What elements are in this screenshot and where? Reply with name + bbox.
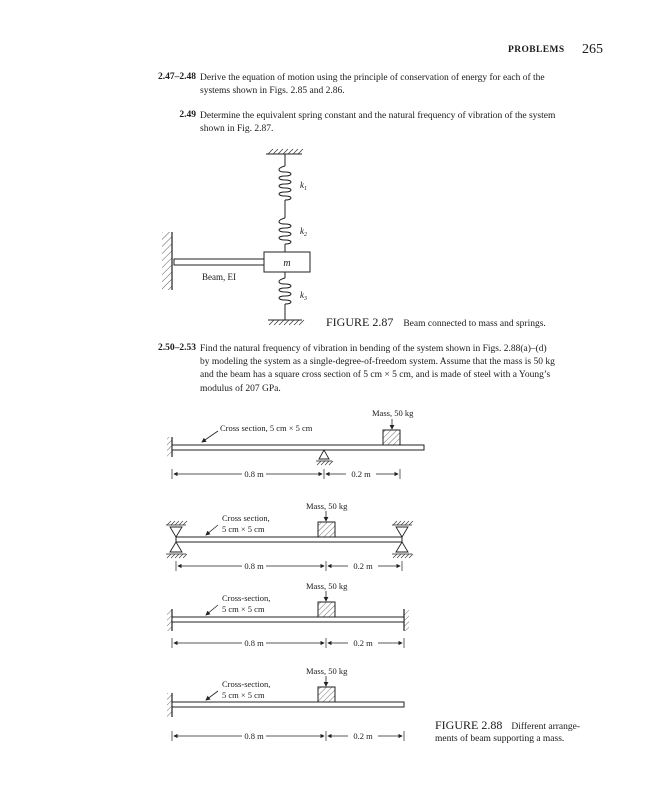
problem-line: Determine the equivalent spring constant and the natural frequency of vibration of the system — [200, 111, 556, 121]
label-k3: $k_3$ — [300, 290, 307, 302]
dim-0-2: 0.2 m — [353, 638, 373, 648]
beam — [172, 617, 404, 622]
mass-block — [318, 687, 335, 702]
beam — [172, 445, 424, 450]
mass-label: Mass, 50 kg — [306, 581, 348, 591]
spring-k3 — [279, 272, 291, 320]
problem-line: and the beam has a square cross section of 5 cm × 5 cm, and is made of steel with a Young’s — [200, 370, 551, 381]
figure-2-88a — [167, 408, 424, 479]
figure-2-87 — [140, 148, 350, 328]
problem-text — [200, 72, 620, 98]
cross-section-label: Cross section, 5 cm × 5 cm — [222, 513, 270, 534]
mass-label: Mass, 50 kg — [372, 408, 414, 418]
spring-k2 — [279, 210, 291, 252]
figure-caption-line: ments of beam supporting a mass. — [435, 734, 565, 744]
figure-2-87-caption — [326, 313, 546, 331]
figure-2-88-caption — [435, 716, 625, 744]
figure-2-88c — [167, 581, 409, 648]
figure-title: FIGURE 2.88 — [435, 718, 503, 732]
figure-caption-line: Different arrange- — [511, 722, 581, 732]
dim-0-2: 0.2 m — [353, 561, 373, 571]
problem-line: systems shown in Figs. 2.85 and 2.86. — [200, 86, 345, 97]
problem-text — [200, 343, 620, 396]
problem-number: 2.50–2.53 — [158, 343, 196, 353]
figure-caption: Beam connected to mass and springs. — [403, 319, 546, 329]
label-beam: Beam, EI — [202, 272, 236, 282]
dim-0-8: 0.8 m — [244, 469, 264, 479]
dim-0-8: 0.8 m — [244, 638, 264, 648]
mass-label: m — [283, 258, 291, 269]
problem-text — [200, 110, 620, 136]
bottom-ground — [268, 320, 304, 325]
figure-2-88d — [167, 666, 404, 741]
figure-2-88b — [166, 501, 413, 571]
cross-section-label: Cross-section, 5 cm × 5 cm — [222, 679, 271, 700]
page-number: 265 — [582, 42, 603, 57]
mass-label: Mass, 50 kg — [306, 666, 348, 676]
pin-support — [319, 450, 329, 459]
figure-2-88 — [150, 405, 440, 750]
mass-block — [318, 602, 335, 617]
problem-line: by modeling the system as a single-degree-of-freedom system. Assume that the mass is 50 kg — [200, 357, 555, 368]
mass-label: Mass, 50 kg — [306, 501, 348, 511]
figure-title: FIGURE 2.87 — [326, 315, 394, 329]
left-wall — [162, 232, 172, 290]
problem-number: 2.49 — [179, 110, 196, 120]
spring-k1 — [279, 154, 291, 210]
label-k1: $k_1$ — [300, 180, 307, 192]
beam — [174, 259, 264, 265]
problem-line: Find the natural frequency of vibration in bending of the system shown in Figs. 2.88(a)–(d) — [200, 344, 547, 354]
mass-block — [383, 430, 400, 445]
beam — [176, 537, 402, 542]
mass-block — [318, 522, 335, 537]
dim-0-2: 0.2 m — [353, 731, 373, 741]
beam — [172, 702, 404, 707]
label-k2: $k_2$ — [300, 226, 307, 238]
problem-line: shown in Fig. 2.87. — [200, 124, 274, 135]
dim-0-2: 0.2 m — [351, 469, 371, 479]
top-ground — [266, 149, 303, 154]
problem-number: 2.47–2.48 — [158, 72, 196, 82]
cross-section-label: Cross-section, 5 cm × 5 cm — [222, 593, 271, 614]
cross-section-label: Cross section, 5 cm × 5 cm — [220, 423, 313, 433]
running-header: PROBLEMS — [508, 45, 565, 55]
dim-0-8: 0.8 m — [244, 561, 264, 571]
problem-line: modulus of 207 GPa. — [200, 383, 281, 394]
dim-0-8: 0.8 m — [244, 731, 264, 741]
problem-line: Derive the equation of motion using the principle of conservation of energy for each of the — [200, 73, 545, 83]
